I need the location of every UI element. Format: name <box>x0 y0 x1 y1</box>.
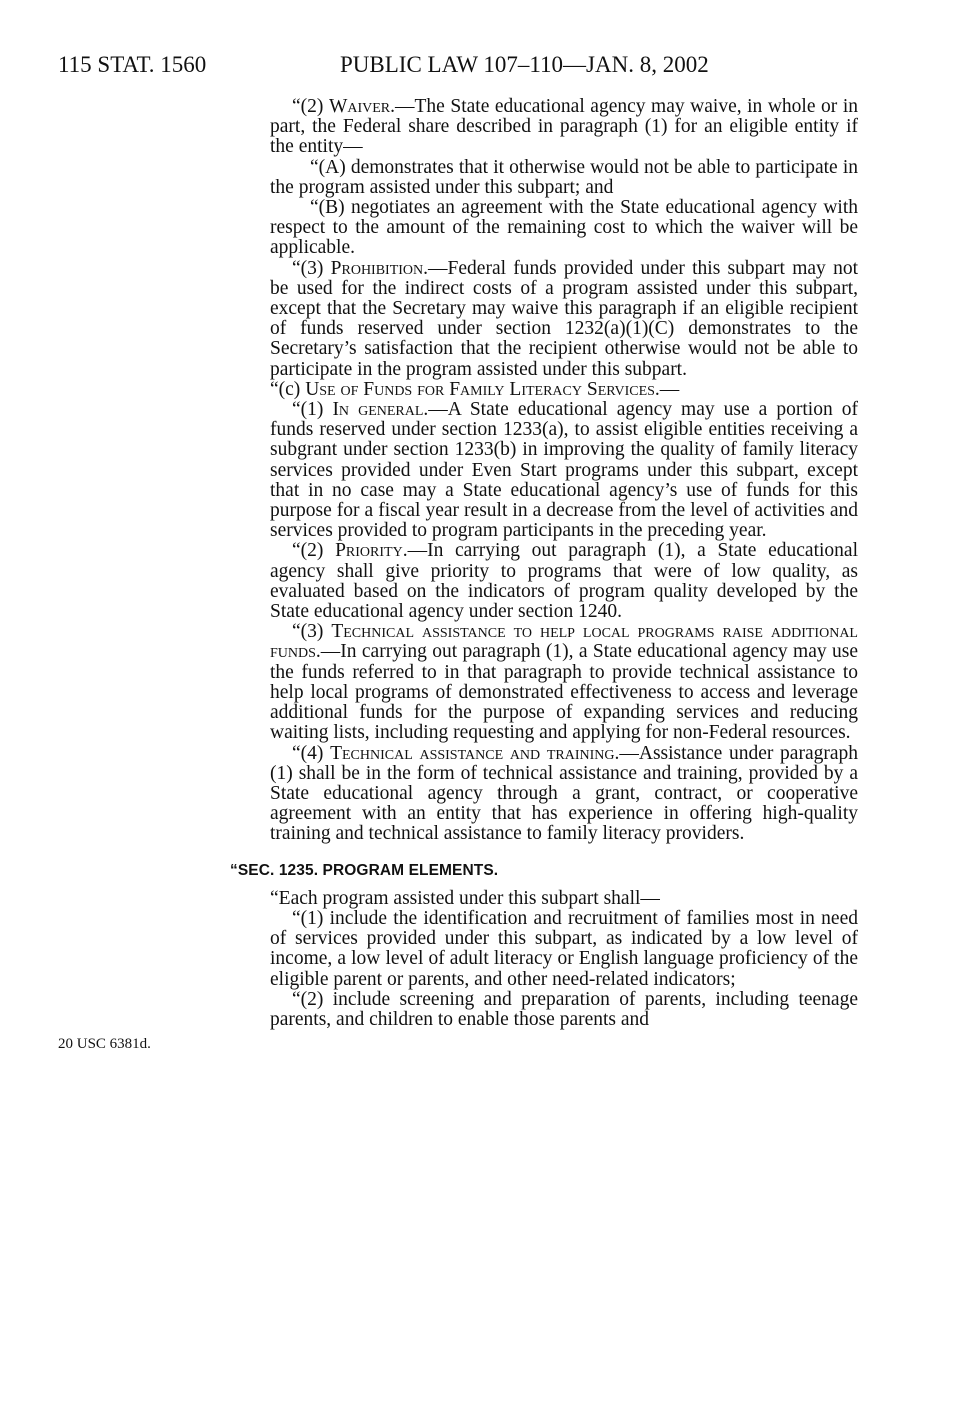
para-number: “(3) <box>292 257 331 279</box>
para-number: “(1) <box>292 399 333 421</box>
para-heading: Technical assistance to help local programs raise additional funds. <box>270 621 858 663</box>
para-number: “(4) <box>292 742 331 764</box>
para-heading: Prohibition. <box>330 257 429 279</box>
paragraph-in-general <box>270 400 858 541</box>
statute-text <box>230 96 858 1030</box>
para-text: —In carrying out paragraph (1), a State educational agency may use the funds referred to in that paragraph to provide technical assistance to help local programs of demonstrated effectiveness to access and leverage additional funds for the purpose of expanding services and reducing waiting lists, including requesting and applying for non-Federal resources. <box>270 641 858 744</box>
public-law-title: PUBLIC LAW 107–110—JAN. 8, 2002 <box>340 52 709 77</box>
subsection-c <box>270 380 858 400</box>
paragraph-technical-assistance-funds <box>270 622 858 743</box>
para-text: —Federal funds provided under this subpart may not be used for the indirect costs of a program assisted under this subpart, except that the Secretary may waive this paragraph if an eligible recipient of funds reserved under section 1232(a)(1)(C) demonstrates to the Secretary’s satisfaction that the recipient otherwise would not be able to participate in the program assisted under this subpart. <box>270 257 858 380</box>
section-heading: “SEC. 1235. PROGRAM ELEMENTS. <box>230 861 499 879</box>
subsection-heading: Use of Funds for Family Literacy Services. <box>305 378 660 400</box>
subparagraph-b: “(B) negotiates an agreement with the State educational agency with respect to the amount of the remaining cost to which the waiver will be applicable. <box>270 197 858 259</box>
para-text: —A State educational agency may use a portion of funds reserved under section 1233(a), to assist eligible entities receiving a subgrant under section 1233(b) in improving the quality of family literacy services provided under Even Start programs under this subpart, except that in no case may a State educational agency’s use of funds for this purpose for a fiscal year result in a decrease from the level of activities and services provided to program participants in the preceding year. <box>270 399 858 542</box>
para-number: “(2) <box>292 96 329 117</box>
para-heading: Priority. <box>335 540 408 562</box>
para-heading: In general. <box>332 399 429 421</box>
element-2: “(2) include screening and preparation of parents, including teenage parents, and children to enable those parents and <box>270 988 858 1030</box>
para-text: —In carrying out paragraph (1), a State educational agency shall give priority to programs that were of low quality, as evaluated based on the indicators of program quality developed by the State educational agency under section 1240. <box>270 540 858 623</box>
para-number: “(2) <box>292 540 336 562</box>
para-text: — <box>659 378 680 400</box>
section-intro: “Each program assisted under this subpart shall— <box>270 887 660 909</box>
para-heading: Technical assistance and training. <box>330 742 620 764</box>
usc-margin-note: 20 USC 6381d. <box>58 1036 151 1052</box>
paragraph-prohibition <box>270 259 858 380</box>
subparagraph-a: “(A) demonstrates that it otherwise would not be able to participate in the program assisted under this subpart; and <box>270 156 858 198</box>
para-heading: Waiver. <box>328 96 395 117</box>
element-1: “(1) include the identification and recruitment of families most in need of services provided under this subpart, as indicated by a low level of income, a low level of adult literacy or English language proficiency of the eligible parent or parents, and other need-related indicators; <box>270 907 858 990</box>
para-text: —The State educational agency may waive, in whole or in part, the Federal share described in paragraph (1) for an eligible entity if the entity— <box>270 96 858 158</box>
paragraph-priority <box>270 541 858 622</box>
para-number: “(3) <box>292 621 332 643</box>
paragraph-technical-assistance-training <box>270 744 858 845</box>
para-number: “(c) <box>270 378 306 400</box>
para-text: —Assistance under paragraph (1) shall be in the form of technical assistance and training, provided by a State educational agency through a grant, contract, or cooperative agreement with an entity that has experience in offering high-quality training and technical assistance to family literacy providers. <box>270 742 858 845</box>
page-citation: 115 STAT. 1560 <box>58 52 207 77</box>
paragraph-waiver <box>270 97 858 158</box>
